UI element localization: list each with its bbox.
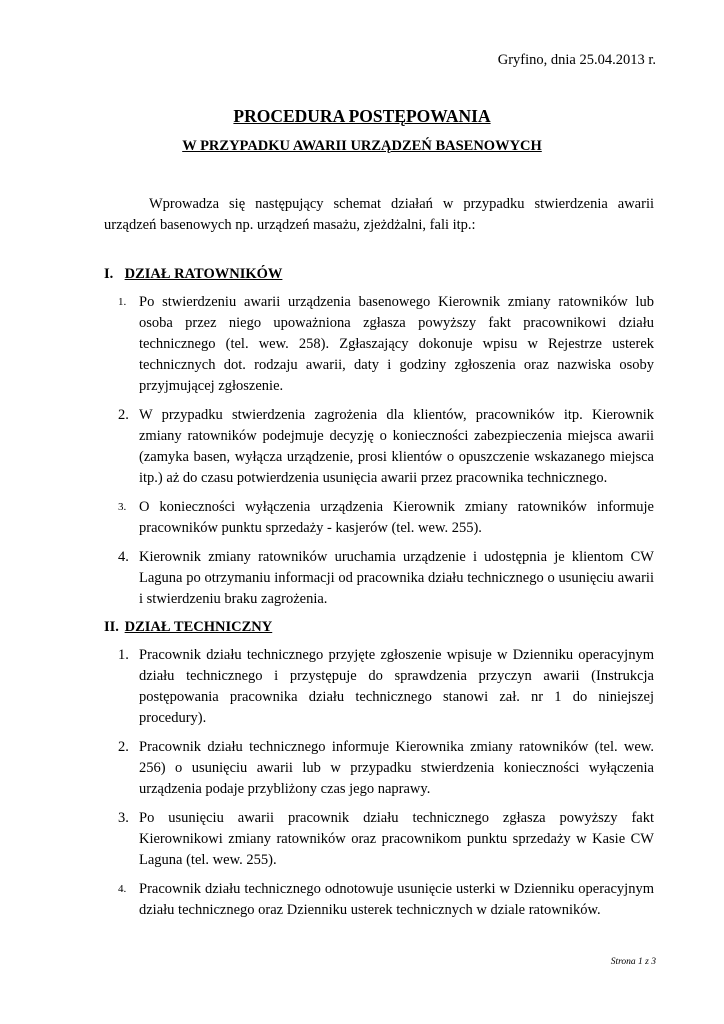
item-text: O konieczności wyłączenia urządzenia Kierownik zmiany ratowników informuje pracowników punktu sprzedaży - kasjerów (tel. wew. 255). — [139, 499, 654, 536]
list-item — [118, 808, 654, 871]
section-heading-ratownicy — [104, 266, 282, 283]
section-title: DZIAŁ RATOWNIKÓW — [124, 266, 283, 282]
section-title: DZIAŁ TECHNICZNY — [124, 619, 273, 635]
item-number: 2. — [118, 407, 129, 423]
item-number: 1. — [118, 647, 129, 663]
item-number: 3. — [118, 810, 129, 826]
item-text: W przypadku stwierdzenia zagrożenia dla klientów, pracowników itp. Kierownik zmiany ratowników podejmuje decyzję o konieczności zabezpieczenia miejsca awarii (zamyka basen, wyłącza urządzenie, prosi klientów o opuszczenie wskazanego miejsca itp.) aż do czasu potwierdzenia usunięcia awarii przez pracownika technicznego. — [139, 407, 654, 486]
item-number: 1. — [118, 296, 127, 308]
document-subtitle: W PRZYPADKU AWARII URZĄDZEŃ BASENOWYCH — [182, 138, 542, 154]
list-item — [118, 645, 654, 729]
item-text: Kierownik zmiany ratowników uruchamia urządzenie i udostępnia je klientom CW Laguna po otrzymaniu informacji od pracownika działu technicznego o usunięciu awarii i stwierdzeniu braku zagrożenia. — [139, 549, 654, 607]
date-line: Gryfino, dnia 25.04.2013 r. — [497, 52, 656, 68]
page-number: Strona 1 z 3 — [610, 957, 656, 967]
section-numeral: I. — [104, 266, 114, 282]
list-item — [118, 405, 654, 489]
item-number: 2. — [118, 739, 129, 755]
list-techniczny — [118, 645, 654, 921]
item-text: Pracownik działu technicznego odnotowuje usunięcie usterki w Dzienniku operacyjnym działu technicznego oraz Dzienniku usterek technicznych w dziale ratowników. — [139, 881, 654, 918]
section-numeral: II. — [104, 619, 119, 635]
item-text: Po usunięciu awarii pracownik działu technicznego zgłasza powyższy fakt Kierownikowi zmiany ratowników oraz pracownikom punktu sprzedaży w Kasie CW Laguna (tel. wew. 255). — [139, 810, 654, 868]
list-ratownicy — [118, 292, 654, 610]
item-text: Pracownik działu technicznego informuje Kierownika zmiany ratowników (tel. wew. 256) o usunięciu awarii lub w przypadku stwierdzenia konieczności wyłączenia urządzenia podaje przybliżony czas jego naprawy. — [139, 739, 654, 797]
list-item — [118, 737, 654, 800]
list-item — [118, 879, 654, 921]
list-item — [118, 547, 654, 610]
item-number: 4. — [118, 883, 127, 895]
item-text: Po stwierdzeniu awarii urządzenia basenowego Kierownik zmiany ratowników lub osoba przez niego upoważniona zgłasza powyższy fakt pracownikowi działu technicznego (tel. wew. 258). Zgłaszający dokonuje wpisu w Rejestrze usterek technicznych dot. rodzaju awarii, daty i godziny zgłoszenia oraz nazwiska osoby przyjmującej zgłoszenie. — [139, 294, 654, 394]
item-text: Pracownik działu technicznego przyjęte zgłoszenie wpisuje w Dzienniku operacyjnym działu technicznego i przystępuje do sprawdzenia przyczyn awarii (Instrukcja postępowania pracownika działu technicznego stanowi zał. nr 1 do niniejszej procedury). — [139, 647, 654, 726]
item-number: 3. — [118, 501, 127, 513]
list-item — [118, 497, 654, 539]
section-heading-techniczny — [104, 619, 272, 636]
list-item — [118, 292, 654, 397]
intro-paragraph: Wprowadza się następujący schemat działań w przypadku stwierdzenia awarii urządzeń basenowych np. urządzeń masażu, zjeżdżalni, fali itp.: — [104, 196, 654, 233]
document-title: PROCEDURA POSTĘPOWANIA — [233, 106, 491, 126]
item-number: 4. — [118, 549, 129, 565]
